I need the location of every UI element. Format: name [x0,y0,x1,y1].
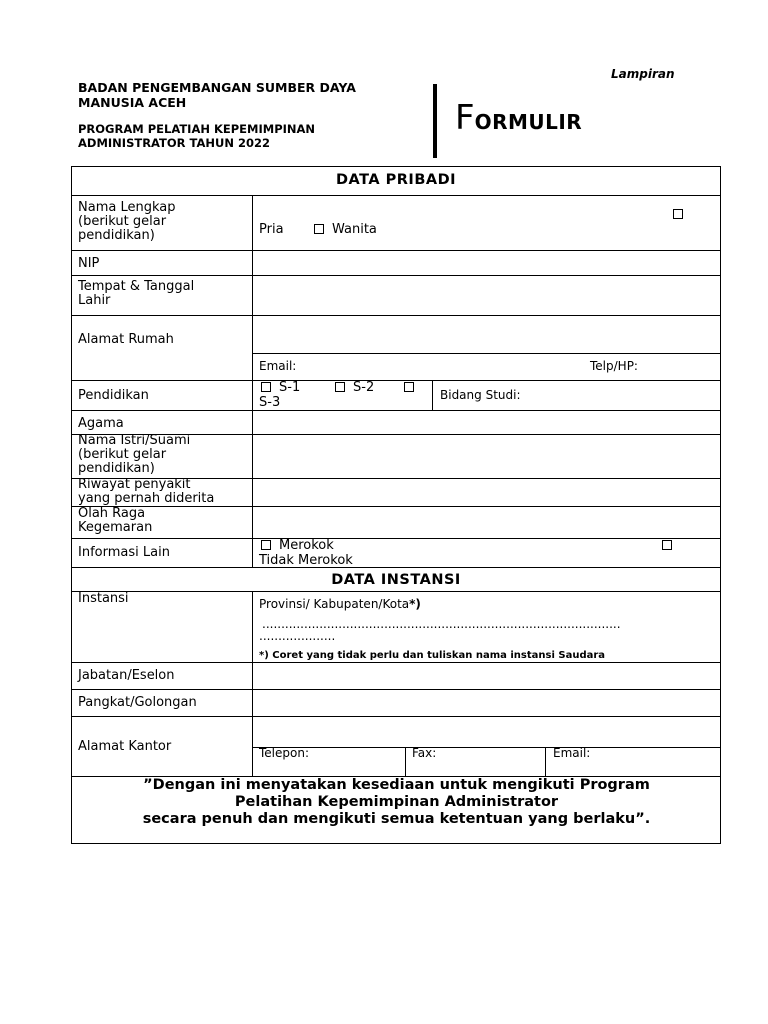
checkbox-s2[interactable] [335,382,345,392]
agama-label: Agama [78,416,124,431]
row-line [71,275,721,276]
olahraga-label [78,507,152,535]
declaration [72,777,721,828]
s3-label: S-3 [259,395,281,410]
istri-suami-label [78,434,190,476]
informasi-lain-label: Informasi Lain [78,545,170,560]
declaration-line-1: ”Dengan ini menyatakan kesediaan untuk mengikuti Program [143,777,650,793]
jabatan-label: Jabatan/Eselon [78,668,175,683]
merokok-label: Merokok [279,538,334,553]
checkbox-pria[interactable] [673,209,683,219]
checkbox-tidak-merokok[interactable] [662,540,672,550]
row-line [252,353,721,354]
instansi-dots-2: .................... [259,629,336,643]
program-name [78,122,408,150]
border-left [71,166,72,844]
program-line-1: PROGRAM PELATIAH KEPEMIMPINAN [78,122,316,136]
checkbox-s3[interactable] [404,382,414,392]
pangkat-label: Pangkat/Golongan [78,695,197,710]
col-line [252,591,253,777]
instansi-dots-1: .............................................................................................. [262,617,621,631]
row-line [71,567,721,568]
declaration-line-3: secara penuh dan mengikuti semua ketentuan yang berlaku”. [142,811,651,827]
data-pribadi-heading: DATA PRIBADI [335,172,457,188]
lampiran-label: Lampiran [611,67,675,81]
row-line [252,747,721,748]
pria-label: Pria [259,222,284,237]
nama-lengkap-label [78,201,175,243]
form-title [455,98,582,138]
provinsi-text: Provinsi/ Kabupaten/Kota [259,597,410,611]
instansi-label: Instansi [78,591,129,606]
row-line [71,410,721,411]
label-line: pendidikan) [78,461,155,476]
row-line [71,506,721,507]
checkbox-wanita[interactable] [314,224,324,234]
label-line: Kegemaran [78,520,153,535]
row-line [71,538,721,539]
title-initial: F [455,98,475,138]
title-rest: ORMULIR [474,110,583,134]
col-line [545,747,546,777]
instansi-note: *) Coret yang tidak perlu dan tuliskan nama instansi Saudara [259,650,606,661]
row-line [71,315,721,316]
riwayat-penyakit-label [78,478,214,506]
org-line-2: MANUSIA ACEH [78,95,187,110]
border-top [71,166,721,167]
s1-label: S-1 [279,380,301,395]
row-line [71,250,721,251]
row-line [71,380,721,381]
label-line: Tempat & Tanggal [78,279,195,294]
bidang-studi-label: Bidang Studi: [440,388,521,402]
row-line [71,716,721,717]
row-line [71,689,721,690]
telp-label: Telp/HP: [590,359,638,373]
pendidikan-label: Pendidikan [78,388,149,403]
org-line-1: BADAN PENGEMBANGAN SUMBER DAYA [78,80,356,95]
program-line-2: ADMINISTRATOR TAHUN 2022 [78,136,270,150]
ttl-label [78,280,194,308]
label-line: Riwayat penyakit [78,477,191,492]
col-line [405,747,406,777]
row-line [71,591,721,592]
col-line [252,195,253,568]
s2-label: S-2 [353,380,375,395]
tidak-merokok-label: Tidak Merokok [259,553,353,568]
label-line: pendidikan) [78,228,155,243]
declaration-line-2: Pelatihan Kepemimpinan Administrator [234,794,559,810]
wanita-label: Wanita [332,222,377,237]
email-label: Email: [259,359,297,373]
row-line [71,662,721,663]
border-right [720,166,721,844]
alamat-rumah-label: Alamat Rumah [78,332,174,347]
asterisk: *) [409,597,421,611]
row-line [71,195,721,196]
label-line: (berikut gelar [78,447,167,462]
checkbox-s1[interactable] [261,382,271,392]
nip-label: NIP [78,256,100,271]
col-line [432,380,433,411]
label-line: yang pernah diderita [78,491,215,506]
telepon-label: Telepon: [259,746,309,760]
border-bottom [71,843,721,844]
data-instansi-heading: DATA INSTANSI [331,572,461,588]
provinsi-label [259,598,421,611]
label-line: (berikut gelar [78,214,167,229]
label-line: Lahir [78,293,111,308]
label-line: Nama Istri/Suami [78,433,191,448]
label-line: Nama Lengkap [78,200,176,215]
label-line: Olah Raga [78,506,146,521]
checkbox-merokok[interactable] [261,540,271,550]
alamat-kantor-label: Alamat Kantor [78,739,172,754]
header-divider [433,84,437,158]
kantor-email-label: Email: [553,746,591,760]
organization-name [78,80,408,110]
fax-label: Fax: [412,746,437,760]
